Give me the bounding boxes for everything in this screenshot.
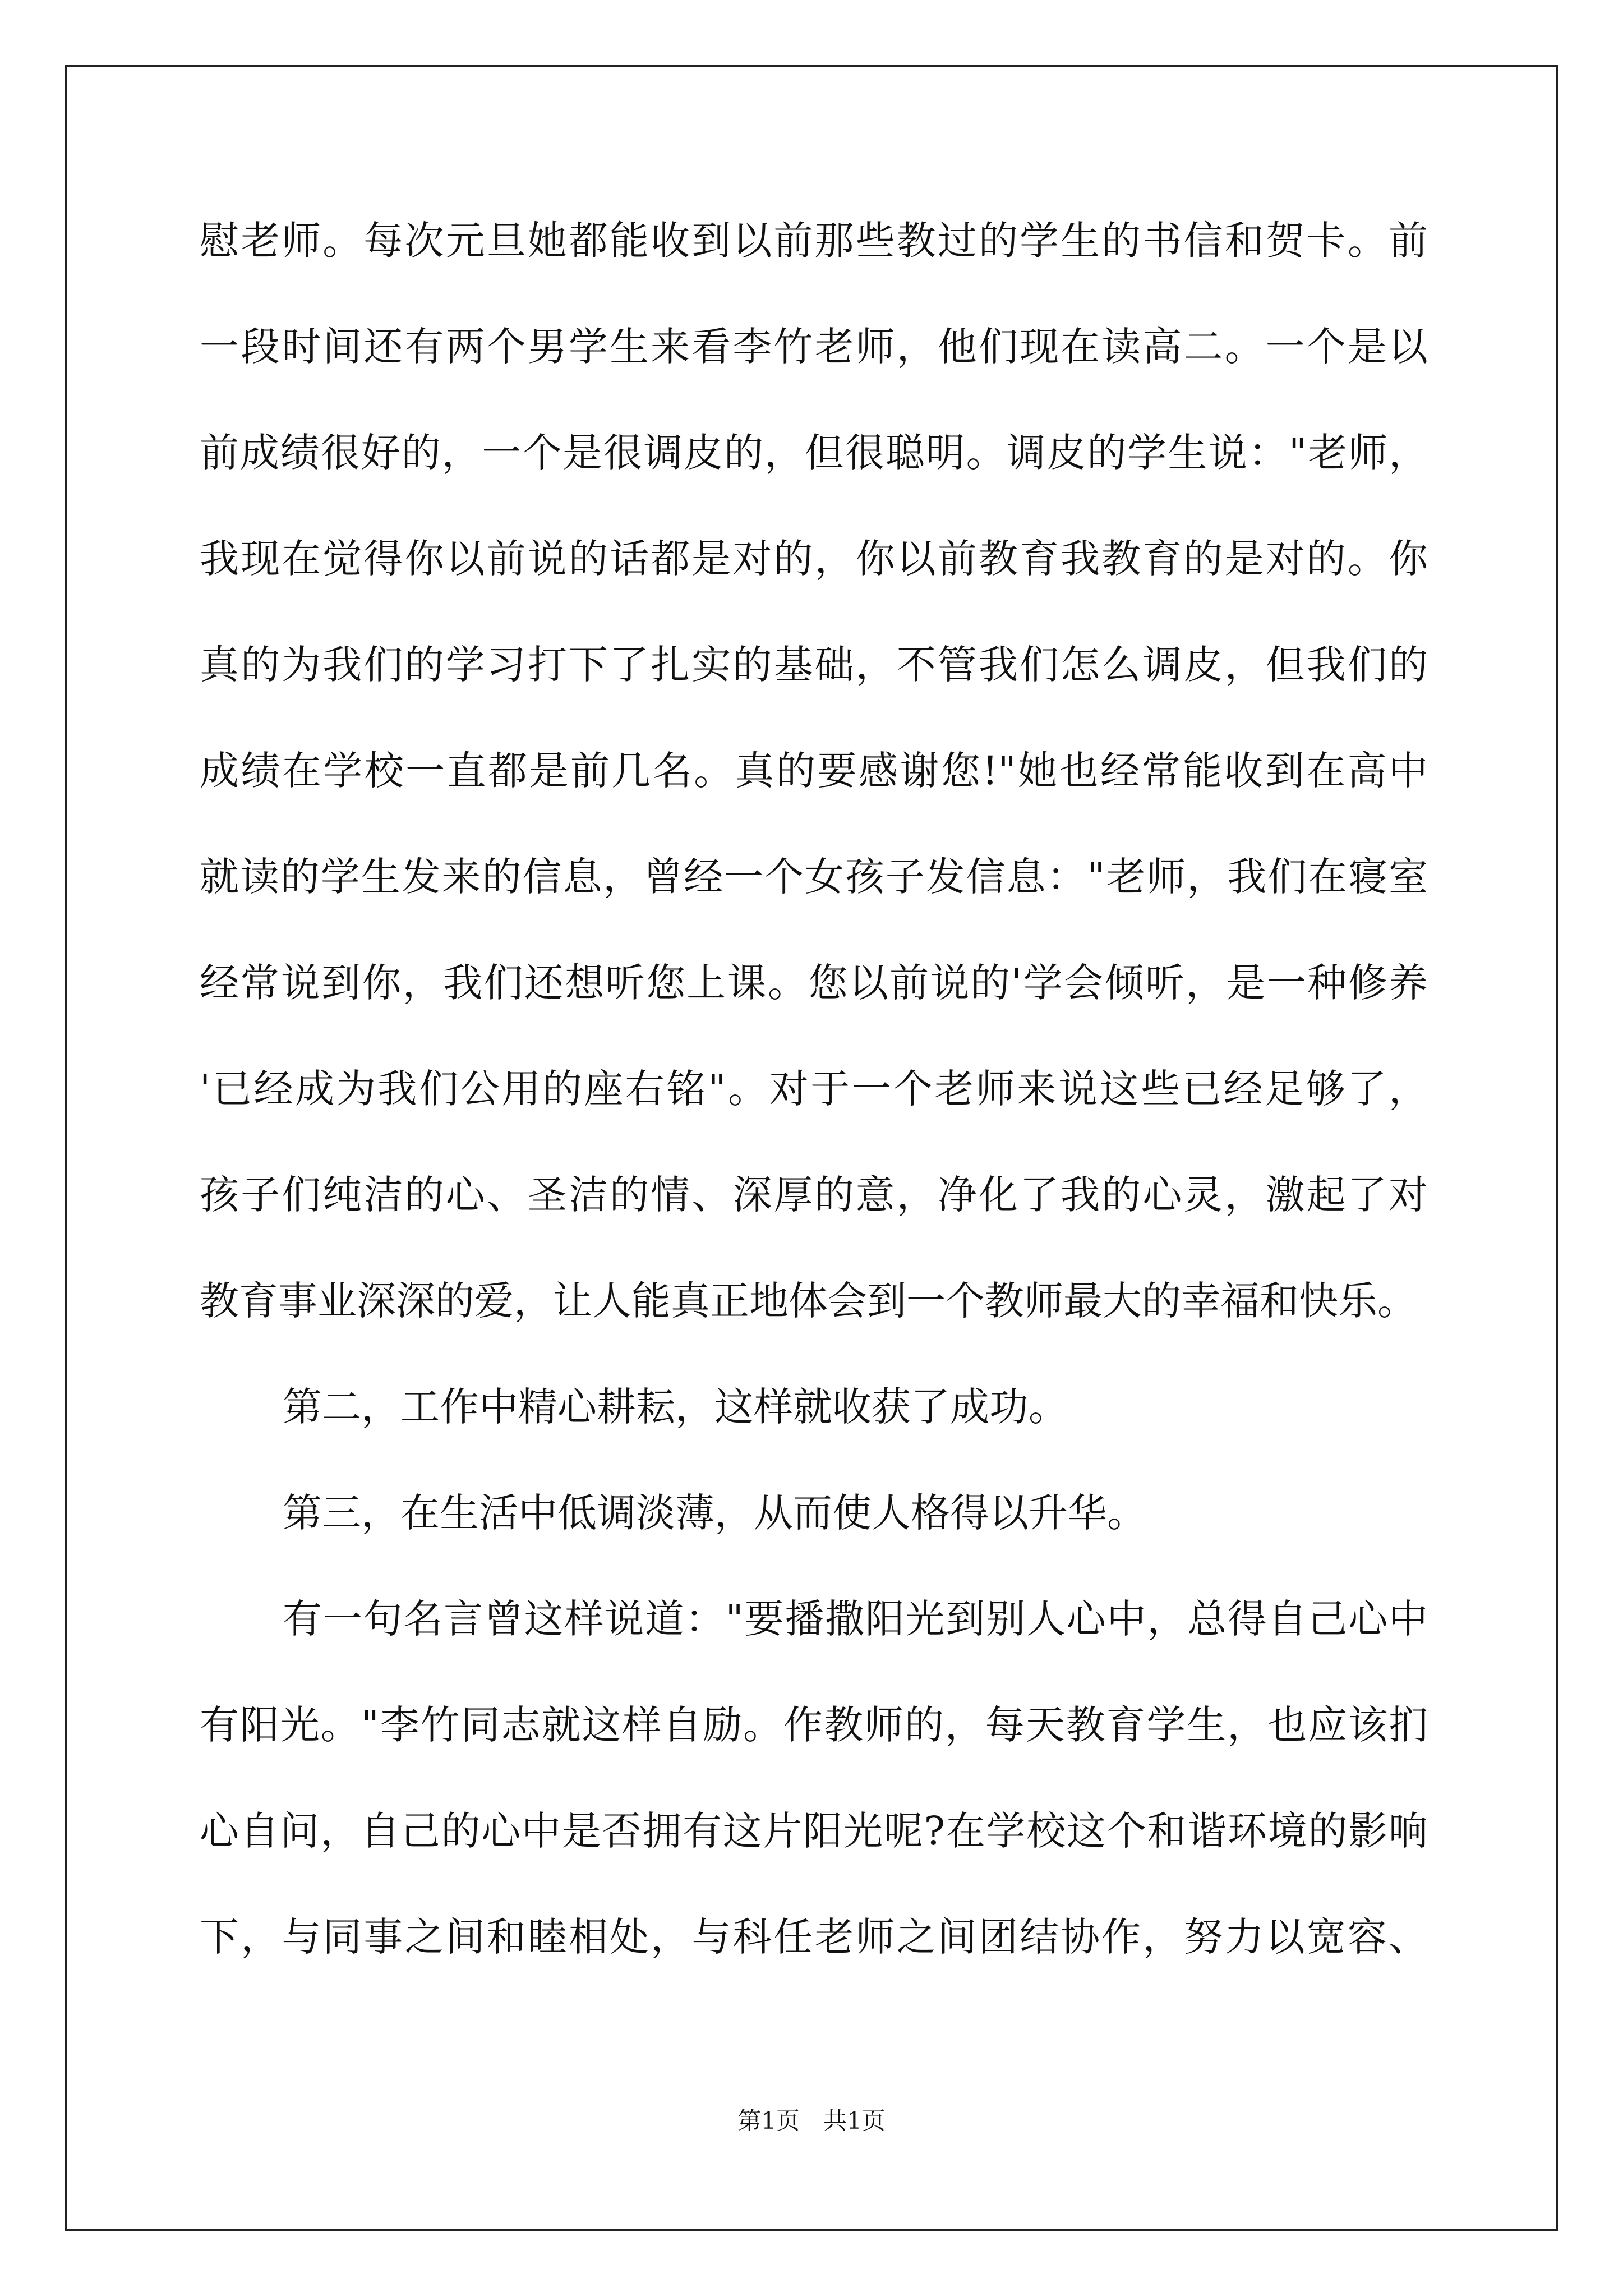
text-line: 有一句名言曾这样说道："要播撒阳光到别人心中，总得自己心中 <box>283 1596 1428 1642</box>
text-line: 成绩在学校一直都是前几名。真的要感谢您!"她也经常能收到在高中 <box>200 748 1428 794</box>
text-line: 孩子们纯洁的心、圣洁的情、深厚的意，净化了我的心灵，激起了对 <box>200 1172 1428 1218</box>
text-line: 心自问，自己的心中是否拥有这片阳光呢?在学校这个和谐环境的影响 <box>200 1808 1428 1854</box>
text-line: 慰老师。每次元旦她都能收到以前那些教过的学生的书信和贺卡。前 <box>200 218 1428 264</box>
text-line: 第三，在生活中低调淡薄，从而使人格得以升华。 <box>283 1490 1146 1536</box>
text-line: 就读的学生发来的信息，曾经一个女孩子发信息："老师，我们在寝室 <box>200 854 1428 900</box>
text-line: 我现在觉得你以前说的话都是对的，你以前教育我教育的是对的。你 <box>200 536 1428 582</box>
text-line: 有阳光。"李竹同志就这样自励。作教师的，每天教育学生，也应该扪 <box>200 1702 1428 1748</box>
page-footer: 第1页 共1页 <box>737 2107 886 2134</box>
text-line: 前成绩很好的，一个是很调皮的，但很聪明。调皮的学生说："老师， <box>200 430 1428 476</box>
text-line: 经常说到你，我们还想听您上课。您以前说的'学会倾听，是一种修养 <box>200 960 1428 1006</box>
text-line: 真的为我们的学习打下了扎实的基础，不管我们怎么调皮，但我们的 <box>200 642 1428 688</box>
text-line: 教育事业深深的爱，让人能真正地体会到一个教师最大的幸福和快乐。 <box>200 1278 1417 1324</box>
text-line: 一段时间还有两个男学生来看李竹老师，他们现在读高二。一个是以 <box>200 324 1428 370</box>
text-line: '已经成为我们公用的座右铭"。对于一个老师来说这些已经足够了， <box>200 1066 1428 1112</box>
document-body <box>200 214 1428 2017</box>
text-line: 第二，工作中精心耕耘，这样就收获了成功。 <box>283 1384 1068 1430</box>
text-line: 下，与同事之间和睦相处，与科任老师之间团结协作，努力以宽容、 <box>200 1914 1428 1960</box>
